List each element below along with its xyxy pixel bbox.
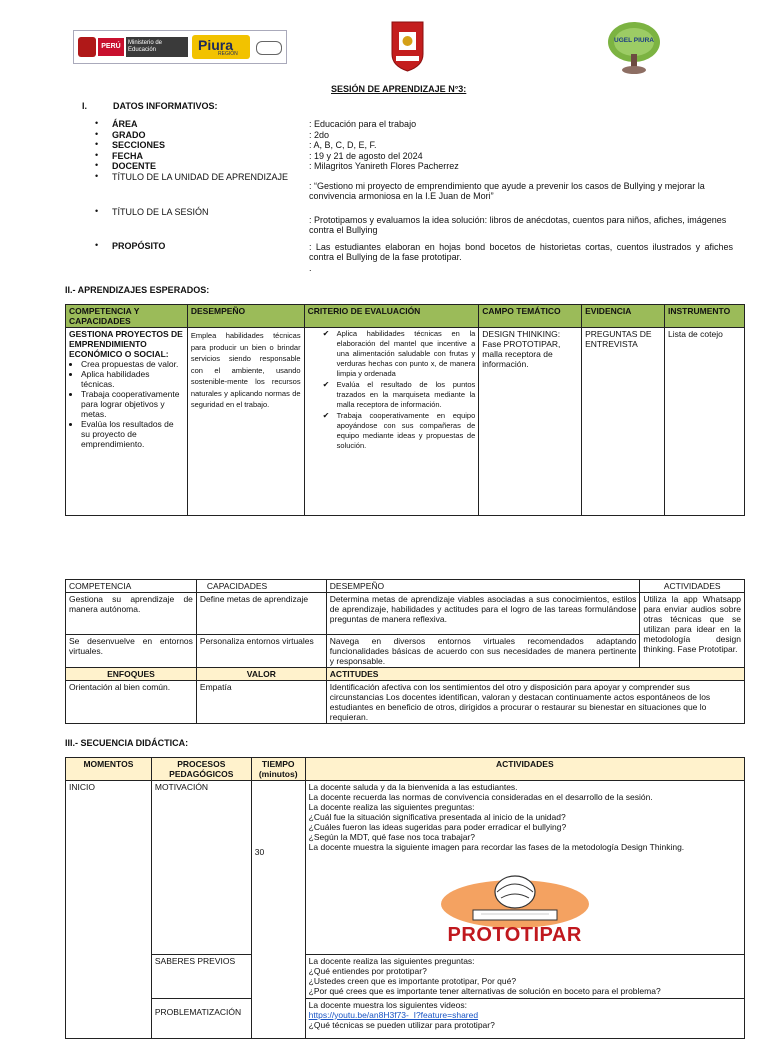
proceso-cell: SABERES PREVIOS bbox=[151, 955, 251, 999]
info-value: : A, B, C, D, E, F. bbox=[309, 140, 377, 150]
col-header: VALOR bbox=[196, 668, 326, 681]
desempeno-cell: Emplea habilidades técnicas para producir un bien o brindar servicios siendo responsable con el ambiente, usando sostenible-mente los recursos naturales y aplicando normas de seguridad en el trabajo. bbox=[187, 328, 304, 516]
prototipar-caption: PROTOTIPAR bbox=[447, 924, 582, 946]
actividades-cell bbox=[305, 999, 744, 1039]
capacidad-item: • Aplica habilidades técnicas. bbox=[81, 369, 184, 389]
activity-line: ¿Cuáles fueron las ideas sugeridas para poder erradicar el bullying? bbox=[308, 822, 567, 832]
capacidad-item: • Crea propuestas de valor. bbox=[81, 359, 184, 369]
col-header: DESEMPEÑO bbox=[326, 580, 640, 593]
col-header: PROCESOS PEDAGÓGICOS bbox=[151, 758, 251, 781]
activity-line: ¿Por qué crees que es importante tener alternativas de solución en boceto para el problema? bbox=[308, 986, 661, 996]
col-header: ACTITUDES bbox=[326, 668, 744, 681]
proceso-cell: PROBLEMATIZACIÓN bbox=[151, 999, 251, 1039]
activity-line: ¿Cuál fue la situación significativa presentada al inicio de la unidad? bbox=[308, 812, 566, 822]
instrumento-cell: Lista de cotejo bbox=[665, 328, 745, 516]
ugel-piura-logo: UGEL PIURA bbox=[605, 20, 663, 75]
info-value: : Educación para el trabajo bbox=[309, 119, 417, 129]
criterio-item: ✔ Aplica habilidades técnicas en la elaboración del mantel que incentive a una alimentación saludable con frutas y verduras hechas con punto x, de manera limpia y ordenada bbox=[337, 329, 476, 379]
actividades-cell bbox=[305, 955, 744, 999]
capacidad-item: • Evalúa los resultados de su proyecto de emprendimiento. bbox=[81, 419, 184, 449]
criterio-cell bbox=[304, 328, 479, 516]
criterio-item: ✔ Trabaja cooperativamente en equipo apoyándose con sus compañeras de equipo mediante ideas y propuestas de solución. bbox=[337, 411, 476, 451]
info-label: ÁREA bbox=[112, 119, 138, 129]
activity-line: La docente muestra los siguientes videos: bbox=[308, 1000, 467, 1010]
col-header: INSTRUMENTO bbox=[665, 305, 745, 328]
info-label: TÍTULO DE LA SESIÓN bbox=[112, 207, 209, 217]
col-header: MOMENTOS bbox=[66, 758, 152, 781]
desempeno-cell: Determina metas de aprendizaje viables asociadas a sus conocimientos, estilos de aprendizaje, habilidades y actitudes para el logro de las tareas formulándose preguntas de manera reflexiva. bbox=[326, 593, 640, 635]
campo-cell: DESIGN THINKING: Fase PROTOTIPAR, malla receptora de información. bbox=[479, 328, 582, 516]
section3-heading: III.- SECUENCIA DIDÁCTICA: bbox=[65, 738, 189, 748]
info-value: : 19 y 21 de agosto del 2024 bbox=[309, 151, 423, 161]
tiempo-cell: 30 bbox=[251, 781, 305, 1039]
prototipar-image bbox=[437, 874, 593, 952]
page-title: SESIÓN DE APRENDIZAJE N°3: bbox=[331, 84, 467, 94]
competencia-cell bbox=[66, 328, 188, 516]
activity-line: ¿Qué entiendes por prototipar? bbox=[308, 966, 427, 976]
info-value: : 2do bbox=[309, 130, 330, 140]
minedu-piura-logo: PERÚ Ministerio de Educación Piura REGIÓN bbox=[73, 30, 287, 64]
aprendizajes-table bbox=[65, 304, 745, 516]
activity-line: La docente realiza las siguientes preguntas: bbox=[308, 956, 475, 966]
valor-cell: Empatía bbox=[196, 681, 326, 724]
activity-line: ¿Ustedes creen que es importante prototipar, Por qué? bbox=[308, 976, 517, 986]
criterio-item: ✔ Evalúa el resultado de los puntos trazados en la marquiseta mediante la malla receptora de información. bbox=[337, 380, 476, 410]
info-label: FECHA bbox=[112, 151, 143, 161]
enfoque-cell: Orientación al bien común. bbox=[66, 681, 197, 724]
actividades-cell bbox=[305, 781, 744, 955]
momento-cell: INICIO bbox=[66, 781, 152, 1039]
info-value: : Milagritos Yanireth Flores Pacherrez bbox=[309, 161, 459, 171]
info-label: TÍTULO DE LA UNIDAD DE APRENDIZAJE bbox=[112, 172, 289, 182]
activity-line: La docente realiza las siguientes preguntas: bbox=[308, 802, 475, 812]
col-header: CAPACIDADES bbox=[196, 580, 326, 593]
col-header: CRITERIO DE EVALUACIÓN bbox=[304, 305, 479, 328]
capacidad-cell: Define metas de aprendizaje bbox=[196, 593, 326, 635]
col-header: COMPETENCIA bbox=[66, 580, 197, 593]
activity-line: La docente muestra la siguiente imagen para recordar las fases de la metodología Design Thinking. bbox=[308, 842, 685, 852]
col-header: ENFOQUES bbox=[66, 668, 197, 681]
activity-line: ¿Qué técnicas se pueden utilizar para prototipar? bbox=[308, 1020, 495, 1030]
info-label: SECCIONES bbox=[112, 140, 166, 150]
activity-line: La docente recuerda las normas de convivencia consideradas en el desarrollo de la sesión. bbox=[308, 792, 653, 802]
actitudes-cell: Identificación afectiva con los sentimientos del otro y disposición para apoyar y comprender sus circunstancias Los docentes identifican, valoran y destacan continuamente actos espontáneos de los estudiantes en beneficio de otros, dirigidos a procurar o restaurar su bienestar en situaciones que lo requieran. bbox=[326, 681, 744, 724]
section2-heading: II.- APRENDIZAJES ESPERADOS: bbox=[65, 285, 210, 295]
col-header: COMPETENCIA Y CAPACIDADES bbox=[66, 305, 188, 328]
school-crest-logo bbox=[390, 20, 425, 72]
evidencia-cell: PREGUNTAS DE ENTREVISTA bbox=[582, 328, 665, 516]
competencias-transversales-table bbox=[65, 579, 745, 724]
col-header: CAMPO TEMÁTICO bbox=[479, 305, 582, 328]
info-label: PROPÓSITO bbox=[112, 241, 166, 251]
secuencia-table bbox=[65, 757, 745, 1039]
col-header: EVIDENCIA bbox=[582, 305, 665, 328]
col-header: DESEMPEÑO bbox=[187, 305, 304, 328]
actividades-cell: Utiliza la app Whatsapp para enviar audios sobre otras técnicas que se utilizan para idear en la metodología design thinking. Fase Prototipar. bbox=[640, 593, 745, 668]
info-label: GRADO bbox=[112, 130, 146, 140]
competencia-cell: Se desenvuelve en entornos virtuales. bbox=[66, 635, 197, 668]
info-value: : Prototipamos y evaluamos la idea solución: libros de anécdotas, cuentos para niños, afiches, imágenes contra el Bullying bbox=[309, 215, 727, 235]
activity-line: La docente saluda y da la bienvenida a las estudiantes. bbox=[308, 782, 518, 792]
col-header: ACTIVIDADES bbox=[640, 580, 745, 593]
info-label: DOCENTE bbox=[112, 161, 157, 171]
competencia-cell: Gestiona su aprendizaje de manera autónoma. bbox=[66, 593, 197, 635]
competencia-title: GESTIONA PROYECTOS DE EMPRENDIMIENTO ECONÓMICO O SOCIAL: bbox=[69, 329, 183, 359]
capacidad-cell: Personaliza entornos virtuales bbox=[196, 635, 326, 668]
proceso-cell: MOTIVACIÓN bbox=[151, 781, 251, 955]
info-value: : Las estudiantes elaboran en hojas bond bocetos de historietas cortas, cuentos ilustrados y afiches contra el Bullying de la fase prototipar. bbox=[309, 242, 733, 262]
col-header: TIEMPO (minutos) bbox=[251, 758, 305, 781]
desempeno-cell: Navega en diversos entornos virtuales recomendados adaptando funcionalidades básicas de acuerdo con sus necesidades de manera pertinente y responsable. bbox=[326, 635, 640, 668]
activity-line: ¿Según la MDT, qué fase nos toca trabajar? bbox=[308, 832, 475, 842]
video-link[interactable]: https://youtu.be/an8H3f73-_I?feature=shared bbox=[308, 1010, 479, 1020]
col-header: ACTIVIDADES bbox=[305, 758, 744, 781]
trailing-dot: . bbox=[309, 263, 312, 273]
section1-heading: DATOS INFORMATIVOS: bbox=[113, 101, 218, 111]
capacidad-item: • Trabaja cooperativamente para lograr objetivos y metas. bbox=[81, 389, 184, 419]
section1-number: I. bbox=[82, 101, 88, 111]
info-value: : “Gestiono mi proyecto de emprendimiento que ayude a prevenir los casos de Bullying y mejorar la convivencia armoniosa en la I.E Juan de Mori” bbox=[309, 181, 705, 201]
